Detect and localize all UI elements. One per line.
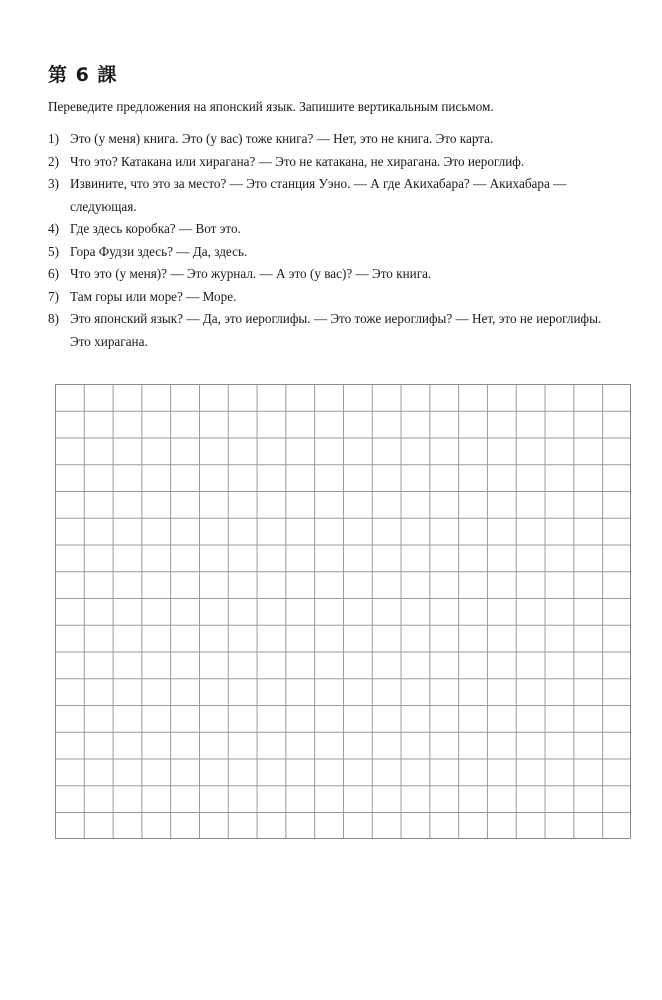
exercise-item-4 xyxy=(48,218,638,241)
exercise-number: 1) xyxy=(48,131,59,146)
exercise-number: 8) xyxy=(48,311,59,326)
exercise-number: 6) xyxy=(48,266,59,281)
writing-grid xyxy=(55,384,631,839)
exercise-number: 7) xyxy=(48,288,59,304)
exercise-item-3 xyxy=(48,173,638,218)
exercise-item-8 xyxy=(48,308,638,353)
exercise-text: Гора Фудзи здесь? — Да, здесь. xyxy=(70,243,248,259)
exercise-text: Это японский язык? — Да, это иероглифы. — Это тоже иероглифы? — Нет, это не иероглифы. xyxy=(70,311,602,326)
exercise-text: Там горы или море? — Море. xyxy=(70,288,237,304)
exercise-text: Что это (у меня)? — Это журнал. — А это (у вас)? — Это книга. xyxy=(70,266,432,281)
exercise-text: Где здесь коробка? — Вот это. xyxy=(70,221,241,236)
exercise-item-6 xyxy=(48,263,638,286)
exercise-number: 2) xyxy=(48,153,59,169)
exercise-number: 3) xyxy=(48,176,59,191)
exercise-item-7 xyxy=(48,286,638,309)
exercise-item-2 xyxy=(48,151,638,174)
exercise-text: Что это? Катакана или хирагана? — Это не катакана, не хирагана. Это иероглиф. xyxy=(70,153,525,169)
exercise-number: 5) xyxy=(48,243,59,259)
exercise-item-1 xyxy=(48,128,638,151)
exercise-text-continued: Это хирагана. xyxy=(70,333,148,349)
exercise-number: 4) xyxy=(48,221,59,236)
instruction-text: Переведите предложения на японский язык. Запишите вертикальным письмом. xyxy=(48,99,494,114)
exercise-list xyxy=(48,128,638,353)
exercise-text-continued: следующая. xyxy=(70,198,137,214)
lesson-title: 第 6 課 xyxy=(48,64,118,86)
exercise-item-5 xyxy=(48,241,638,264)
exercise-text: Извините, что это за место? — Это станция Уэно. — А где Акихабара? — Акихабара — xyxy=(70,176,567,191)
exercise-text: Это (у меня) книга. Это (у вас) тоже книга? — Нет, это не книга. Это карта. xyxy=(70,131,494,146)
